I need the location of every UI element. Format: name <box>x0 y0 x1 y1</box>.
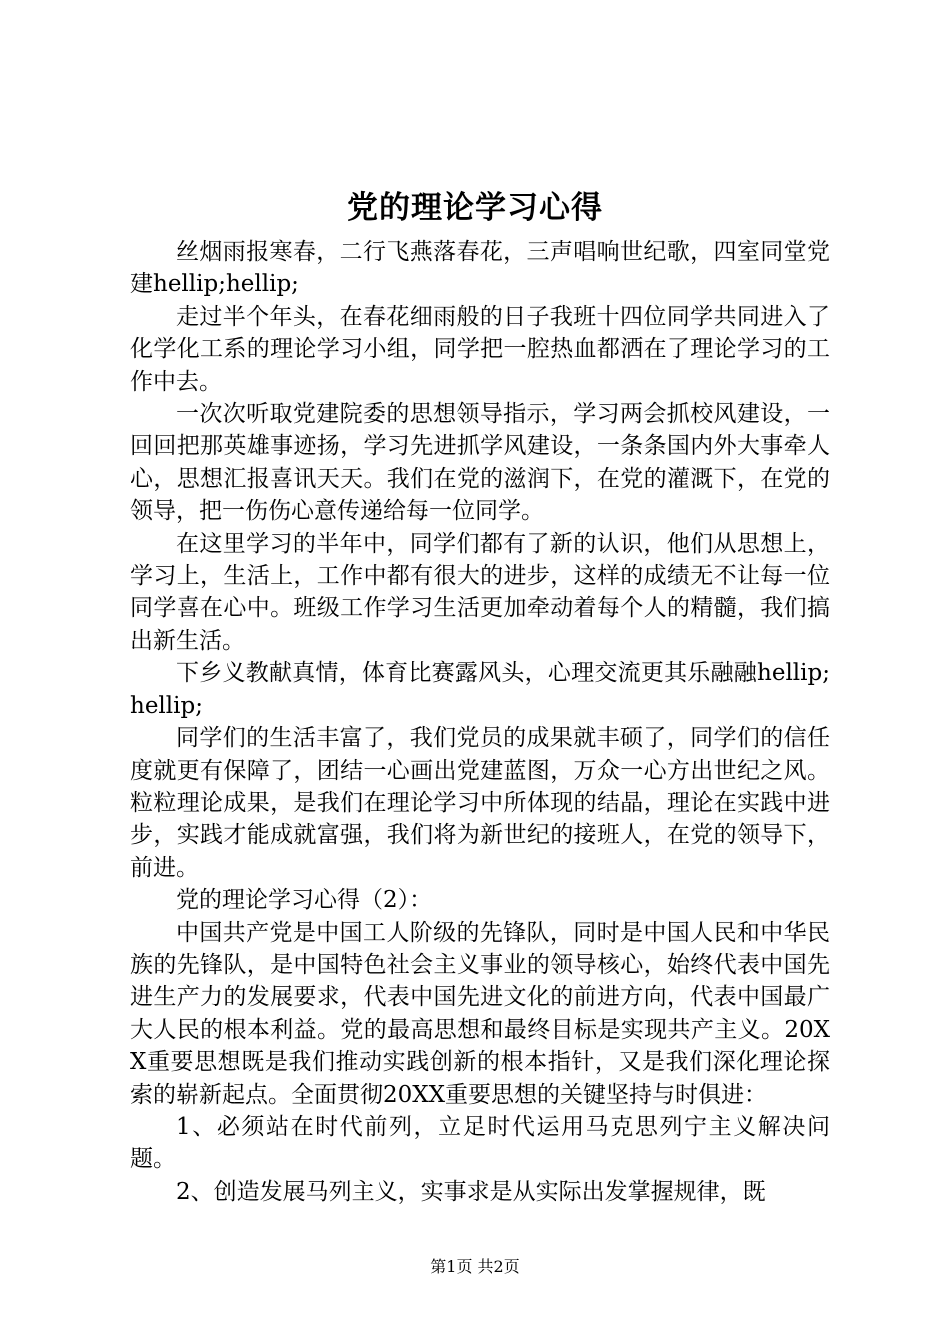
document-body <box>130 236 830 1208</box>
section-heading: 党的理论学习心得（2）： <box>176 887 433 914</box>
page-footer: 第1页 共2页 <box>430 1257 520 1276</box>
list-item: 2、创造发展马列主义，实事求是从实际出发掌握规律，既 <box>176 1178 766 1205</box>
paragraph: 同学们的生活丰富了，我们党员的成果就丰硕了，同学们的信任度就更有保障了，团结一心画出党建蓝图，万众一心方出世纪之风。粒粒理论成果，是我们在理论学习中所体现的结晶，理论在实践中进步，实践才能成就富强，我们将为新世纪的接班人，在党的领导下，前进。 <box>130 725 830 881</box>
paragraph: 下乡义教献真情，体育比赛露风头，心理交流更其乐融融hellip;hellip; <box>130 660 830 719</box>
paragraph: 中国共产党是中国工人阶级的先锋队，同时是中国人民和中华民族的先锋队，是中国特色社会主义事业的领导核心，始终代表中国先进生产力的发展要求，代表中国先进文化的前进方向，代表中国最广大人民的根本利益。党的最高思想和最终目标是实现共产主义。20XX重要思想既是我们推动实践创新的根本指针，又是我们深化理论探索的崭新起点。全面贯彻20XX重要思想的关键坚持与时俱进： <box>130 919 830 1108</box>
list-item: 1、必须站在时代前列，立足时代运用马克思列宁主义解决问题。 <box>130 1113 830 1173</box>
paragraph: 一次次听取党建院委的思想领导指示，学习两会抓校风建设，一回回把那英雄事迹扬，学习先进抓学风建设，一条条国内外大事牵人心，思想汇报喜讯天天。我们在党的滋润下，在党的灌溉下，在党的领导，把一伤伤心意传递给每一位同学。 <box>130 401 830 525</box>
document-title: 党的理论学习心得 <box>347 190 603 226</box>
paragraph: 走过半个年头，在春花细雨般的日子我班十四位同学共同进入了化学化工系的理论学习小组，同学把一腔热血都洒在了理论学习的工作中去。 <box>130 303 830 395</box>
paragraph: 在这里学习的半年中，同学们都有了新的认识，他们从思想上，学习上，生活上，工作中都有很大的进步，这样的成绩无不让每一位同学喜在心中。班级工作学习生活更加牵动着每个人的精髓，我们搞出新生活。 <box>130 530 830 654</box>
paragraph: 丝烟雨报寒春，二行飞燕落春花，三声唱响世纪歌，四室同堂党建hellip;hellip; <box>130 239 830 298</box>
